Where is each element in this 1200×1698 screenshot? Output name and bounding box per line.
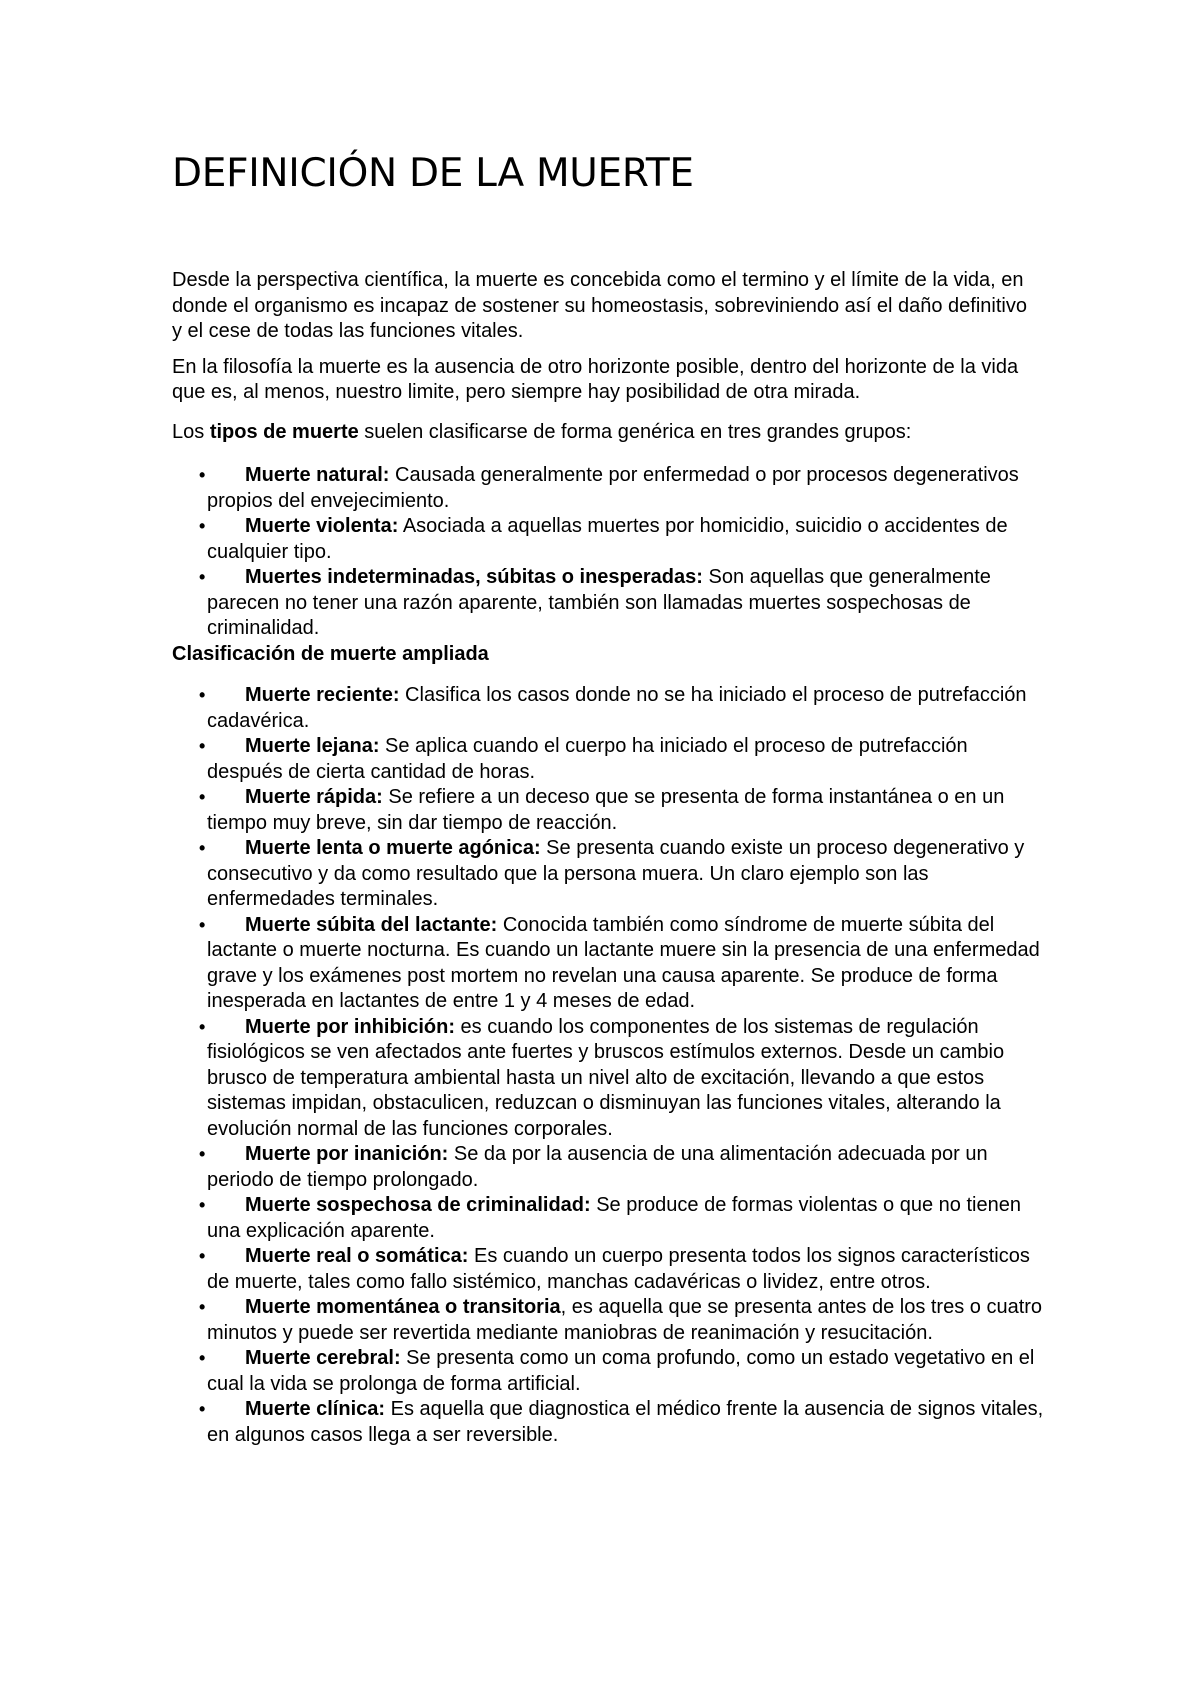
- list-item-term: Muerte momentánea o transitoria: [245, 1296, 561, 1318]
- list-item: [199, 785, 1047, 836]
- page-title: DEFINICIÓN DE LA MUERTE: [172, 151, 694, 196]
- list-item: [199, 1193, 1047, 1244]
- types-intro: [172, 420, 1042, 446]
- list-item-term: Muerte natural:: [245, 464, 390, 486]
- bullet-icon: •: [199, 736, 206, 756]
- bullet-icon: •: [199, 567, 206, 587]
- list-item-term: Muerte clínica:: [245, 1398, 386, 1420]
- types-intro-after: suelen clasificarse de forma genérica en tres grandes grupos:: [358, 420, 912, 443]
- list-item-term: Muerte súbita del lactante:: [245, 913, 498, 936]
- list-item-term: Muerte cerebral:: [245, 1347, 401, 1369]
- list-item: [199, 913, 1047, 1015]
- list-item: [199, 565, 1047, 642]
- list-item-text: Se presenta cuando existe un proceso degenerativo y consecutivo y da como resultado que la persona muera. Un claro ejemplo son las enfermedades terminales.: [207, 837, 1025, 910]
- types-intro-bold: tipos de muerte: [209, 420, 359, 443]
- list-item-term: Muerte sospechosa de criminalidad:: [245, 1194, 591, 1216]
- paragraph-philosophy: En la filosofía la muerte es la ausencia de otro horizonte posible, dentro del horizonte de la vida que es, al menos, nuestro limite, pero siempre hay posibilidad de otra mirada.: [172, 355, 1019, 403]
- bullet-icon: •: [199, 1399, 206, 1419]
- extended-heading: Clasificación de muerte ampliada: [172, 642, 489, 665]
- list-item-term: Muerte lejana:: [245, 735, 380, 757]
- bullet-icon: •: [199, 914, 206, 935]
- list-item-term: Muerte lenta o muerte agónica:: [245, 837, 541, 859]
- list-item-text: Se refiere a un deceso que se presenta de forma instantánea o en un tiempo muy breve, sin dar tiempo de reacción.: [207, 786, 1005, 834]
- bullet-icon: •: [199, 1144, 206, 1164]
- list-item-text: Asociada a aquellas muertes por homicidio, suicidio o accidentes de cualquier tipo.: [207, 515, 1008, 563]
- list-item: [199, 1346, 1047, 1397]
- list-item-term: Muerte por inhibición:: [245, 1015, 455, 1038]
- bullet-icon: •: [199, 838, 206, 858]
- list-item-term: Muerte reciente:: [245, 684, 400, 706]
- bullet-icon: •: [199, 685, 206, 705]
- list-item-text: Es cuando un cuerpo presenta todos los signos característicos de muerte, tales como fallo sistémico, manchas cadavéricas o lividez, entre otros.: [207, 1245, 1030, 1293]
- list-item: [199, 1295, 1047, 1346]
- list-item: [199, 1015, 1047, 1143]
- list-item: [199, 1397, 1047, 1448]
- list-item: [199, 683, 1047, 734]
- list-item: [199, 734, 1047, 785]
- list-item-text: Es aquella que diagnostica el médico frente la ausencia de signos vitales, en algunos casos llega a ser reversible.: [207, 1398, 1044, 1446]
- bullet-icon: •: [199, 1348, 206, 1368]
- list-item-text: Se aplica cuando el cuerpo ha iniciado el proceso de putrefacción después de cierta cantidad de horas.: [207, 735, 968, 783]
- bullet-icon: •: [199, 465, 206, 485]
- list-item-text: Se da por la ausencia de una alimentación adecuada por un periodo de tiempo prolongado.: [207, 1143, 988, 1191]
- bullet-icon: •: [199, 1016, 206, 1037]
- list-item: [199, 1244, 1047, 1295]
- list-item: [199, 836, 1047, 913]
- list-item-text: Conocida también como síndrome de muerte súbita del lactante o muerte nocturna. Es cuando un lactante muere sin la presencia de una enfermedad grave y los exámenes post mortem no revelan una causa aparente. Se produce de forma inesperada en lactantes de entre 1 y 4 meses de edad.: [207, 913, 1040, 1012]
- bullet-icon: •: [199, 787, 206, 807]
- list-item-text: Causada generalmente por enfermedad o por procesos degenerativos propios del envejecimiento.: [207, 464, 1019, 512]
- bullet-icon: •: [199, 1297, 206, 1317]
- list-item-text: Clasifica los casos donde no se ha iniciado el proceso de putrefacción cadavérica.: [207, 684, 1027, 732]
- bullet-icon: •: [199, 1246, 206, 1266]
- list-item-text: Son aquellas que generalmente parecen no tener una razón aparente, también son llamadas muertes sospechosas de criminalidad.: [207, 566, 991, 639]
- list-item-term: Muertes indeterminadas, súbitas o inesperadas:: [245, 566, 703, 588]
- list-item-text: , es aquella que se presenta antes de los tres o cuatro minutos y puede ser revertida mediante maniobras de reanimación y resucitación.: [207, 1296, 1043, 1344]
- list-item: [199, 463, 1047, 514]
- types-intro-before: Los: [172, 420, 210, 443]
- list-item-text: es cuando los componentes de los sistemas de regulación fisiológicos se ven afectados ante fuertes y bruscos estímulos externos. Desde un cambio brusco de temperatura ambiental hasta un nivel alto de excitación, llevando a que estos sistemas impidan, obstaculicen, reduzcan o disminuyan las funciones vitales, alterando la evolución normal de las funciones corporales.: [207, 1015, 1005, 1140]
- types-list: [172, 463, 1047, 642]
- bullet-icon: •: [199, 516, 206, 536]
- list-item-text: Se presenta como un coma profundo, como un estado vegetativo en el cual la vida se prolonga de forma artificial.: [207, 1347, 1035, 1395]
- list-item-term: Muerte rápida:: [245, 786, 383, 808]
- paragraph-scientific: Desde la perspectiva científica, la muerte es concebida como el termino y el límite de la vida, en donde el organismo es incapaz de sostener su homeostasis, sobreviniendo así el daño definitivo y el cese de todas las funciones vitales.: [172, 269, 1027, 342]
- list-item-term: Muerte por inanición:: [245, 1143, 449, 1165]
- bullet-icon: •: [199, 1195, 206, 1215]
- list-item: [199, 514, 1047, 565]
- document-body: [172, 268, 1052, 1448]
- extended-list: [172, 683, 1047, 1448]
- list-item-text: Se produce de formas violentas o que no tienen una explicación aparente.: [207, 1194, 1021, 1242]
- list-item: [199, 1142, 1047, 1193]
- list-item-term: Muerte real o somática:: [245, 1245, 469, 1267]
- list-item-term: Muerte violenta:: [245, 515, 399, 537]
